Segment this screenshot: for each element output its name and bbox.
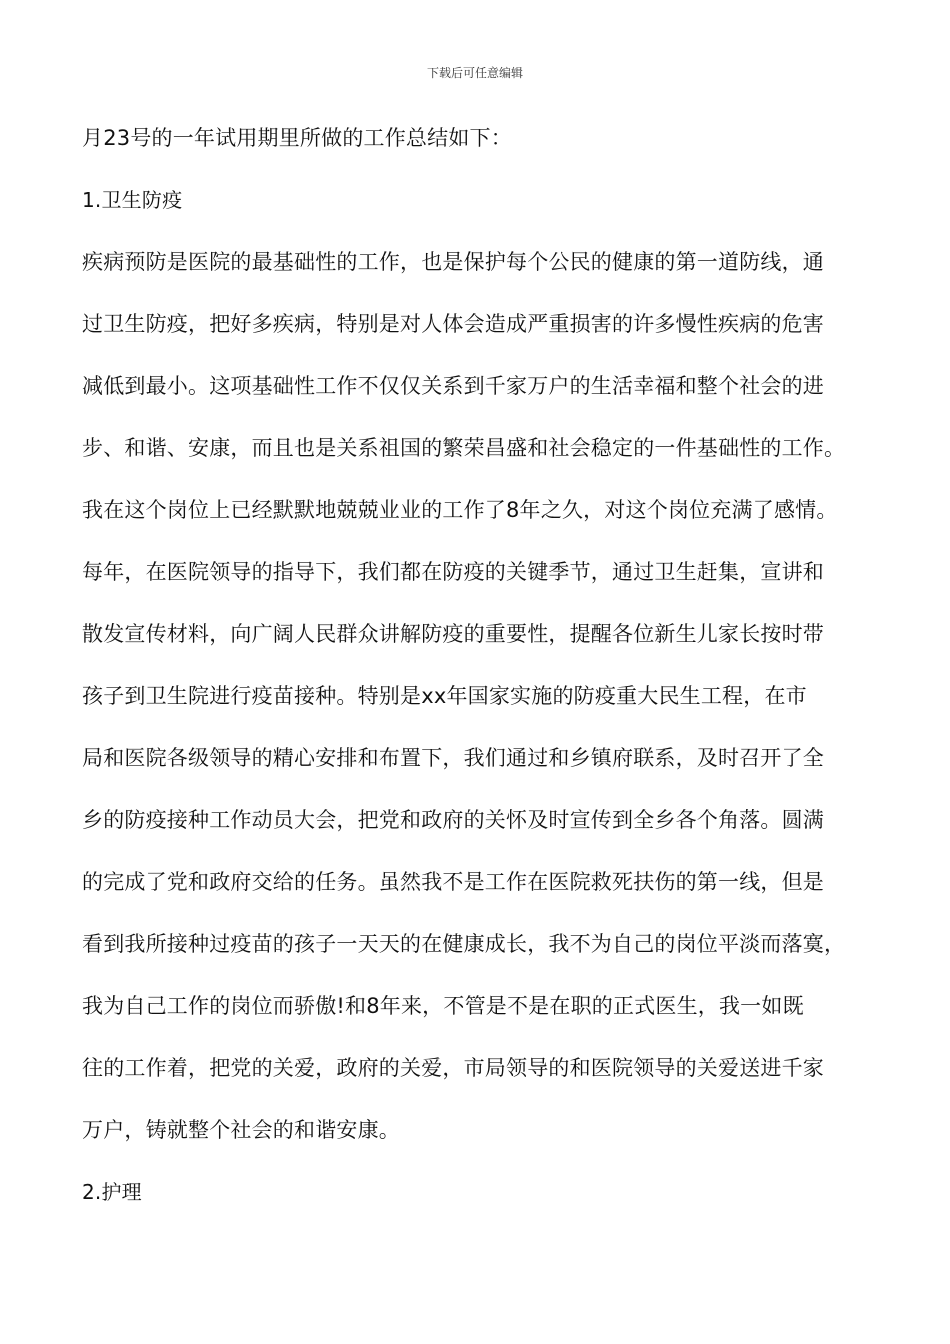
body-line: 过卫生防疫，把好多疾病，特别是对人体会造成严重损害的许多慢性疾病的危害 <box>82 312 824 336</box>
body-line: 步、和谐、安康，而且也是关系祖国的繁荣昌盛和社会稳定的一件基础性的工作。 <box>82 436 846 460</box>
document-body <box>82 121 882 1237</box>
body-line: 往的工作着，把党的关爱，政府的关爱，市局领导的和医院领导的关爱送进千家 <box>82 1056 824 1080</box>
body-line: 孩子到卫生院进行疫苗接种。特别是xx年国家实施的防疫重大民生工程，在市 <box>82 684 807 708</box>
body-line: 我为自己工作的岗位而骄傲!和8年来，不管是不是在职的正式医生，我一如既 <box>82 994 804 1018</box>
body-line: 看到我所接种过疫苗的孩子一天天的在健康成长，我不为自己的岗位平淡而落寞， <box>82 932 846 956</box>
body-line: 乡的防疫接种工作动员大会，把党和政府的关怀及时宣传到全乡各个角落。圆满 <box>82 808 824 832</box>
body-line: 疾病预防是医院的最基础性的工作，也是保护每个公民的健康的第一道防线，通 <box>82 250 824 274</box>
body-line: 每年，在医院领导的指导下，我们都在防疫的关键季节，通过卫生赶集，宣讲和 <box>82 560 824 584</box>
body-line: 局和医院各级领导的精心安排和布置下，我们通过和乡镇府联系，及时召开了全 <box>82 746 824 770</box>
section-heading-hygiene: 1.卫生防疫 <box>82 188 183 212</box>
body-line: 万户，铸就整个社会的和谐安康。 <box>82 1118 400 1142</box>
body-line: 的完成了党和政府交给的任务。虽然我不是工作在医院救死扶伤的第一线，但是 <box>82 870 824 894</box>
header-note: 下载后可任意编辑 <box>426 66 523 80</box>
body-line: 我在这个岗位上已经默默地兢兢业业的工作了8年之久，对这个岗位充满了感情。 <box>82 498 838 522</box>
body-line: 减低到最小。这项基础性工作不仅仅关系到千家万户的生活幸福和整个社会的进 <box>82 374 824 398</box>
intro-paragraph: 月23号的一年试用期里所做的工作总结如下： <box>82 126 512 150</box>
body-line: 散发宣传材料，向广阔人民群众讲解防疫的重要性，提醒各位新生儿家长按时带 <box>82 622 824 646</box>
section-heading-nursing: 2.护理 <box>82 1180 142 1204</box>
